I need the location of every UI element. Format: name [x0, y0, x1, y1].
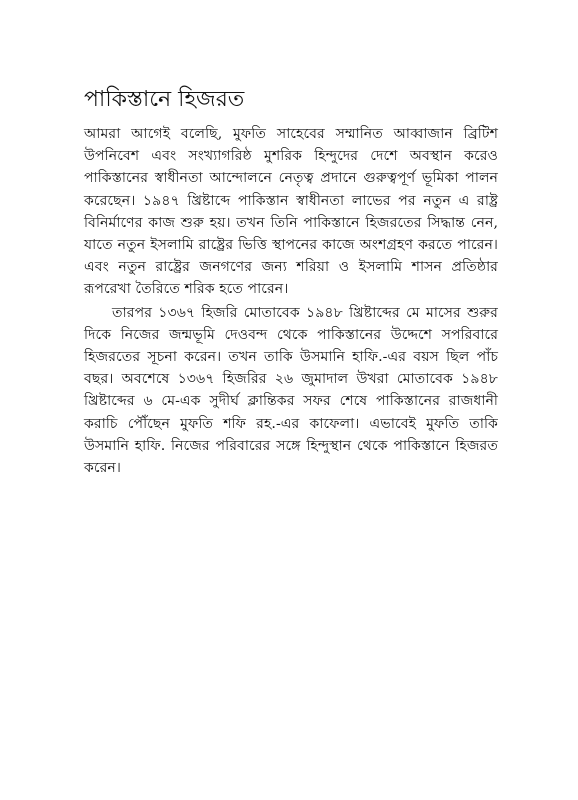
paragraph-1: আমরা আগেই বলেছি, মুফতি সাহেবের সম্মানিত আব্বাজান ব্রিটিশ উপনিবেশ এবং সংখ্যাগরিষ্ঠ মুশরিক হিন্দুদের দেশে অবস্থান করেও পাকিস্তানের স্বাধীনতা আন্দোলনে নেতৃত্ব প্রদানে গুরুত্বপূর্ণ ভূমিকা পালন করেছেন। ১৯৪৭ খ্রিষ্টাব্দে পাকিস্তান স্বাধীনতা লাভের পর নতুন এ রাষ্ট্র বিনির্মাণের কাজ শুরু হয়। তখন তিনি পাকিস্তানে হিজরতের সিদ্ধান্ত নেন, যাতে নতুন ইসলামি রাষ্ট্রের ভিত্তি স্থাপনের কাজে অংশগ্রহণ করতে পারেন। এবং নতুন রাষ্ট্রের জনগণের জন্য শরিয়া ও ইসলামি শাসন প্রতিষ্ঠার রূপরেখা তৈরিতে শরিক হতে পারেন।: [84, 126, 498, 298]
paragraph-2: তারপর ১৩৬৭ হিজরি মোতাবেক ১৯৪৮ খ্রিষ্টাব্দের মে মাসের শুরুর দিকে নিজের জন্মভূমি দেওবন্দ থেকে পাকিস্তানের উদ্দেশে সপরিবারে হিজরতের সূচনা করেন। তখন তাকি উসমানি হাফি.-এর বয়স ছিল পাঁচ বছর। অবশেষে ১৩৬৭ হিজরির ২৬ জুমাদাল উখরা মোতাবেক ১৯৪৮ খ্রিষ্টাব্দের ৬ মে-এক সুদীর্ঘ ক্লান্তিকর সফর শেষে পাকিস্তানের রাজধানী করাচি পৌঁছেন মুফতি শফি রহ.-এর কাফেলা। এভাবেই মুফতি তাকি উসমানি হাফি. নিজের পরিবারের সঙ্গে হিন্দুস্থান থেকে পাকিস্তানে হিজরত করেন।: [84, 304, 498, 477]
body-text: [84, 123, 498, 479]
section-title: পাকিস্তানে হিজরত: [84, 87, 245, 112]
